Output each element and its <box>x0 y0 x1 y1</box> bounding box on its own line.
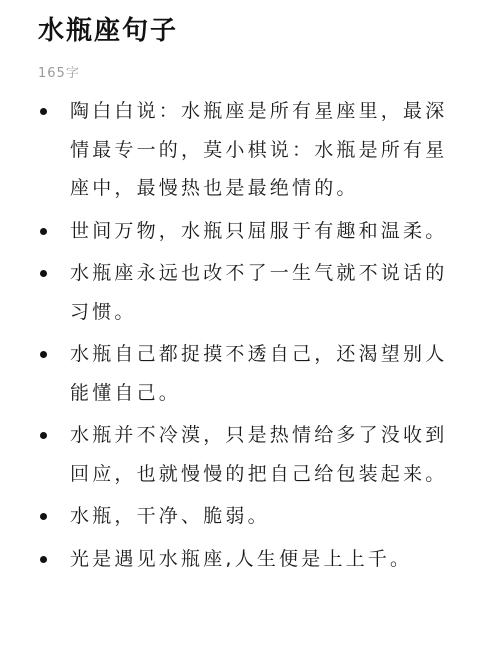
list-item-text: 陶白白说：水瓶座是所有星座里，最深情最专一的，莫小棋说：水瓶是所有星座中，最慢热也是最绝情的。 <box>70 100 448 199</box>
quote-list <box>0 92 500 582</box>
bullet-icon <box>40 351 47 358</box>
list-item-text: 世间万物，水瓶只屈服于有趣和温柔。 <box>70 219 448 242</box>
bullet-icon <box>40 513 47 520</box>
bullet-icon <box>40 108 47 115</box>
list-item <box>0 335 500 412</box>
list-item <box>0 254 500 331</box>
bullet-icon <box>40 432 47 439</box>
list-item <box>0 540 500 579</box>
word-count: 165字 <box>38 66 80 81</box>
list-item <box>0 212 500 251</box>
list-item <box>0 92 500 208</box>
list-item <box>0 497 500 536</box>
list-item-text: 光是遇见水瓶座,人生便是上上千。 <box>70 547 413 570</box>
list-item-text: 水瓶并不冷漠，只是热情给多了没收到回应，也就慢慢的把自己给包装起来。 <box>70 424 448 485</box>
bullet-icon <box>40 556 47 563</box>
bullet-icon <box>40 270 47 277</box>
list-item <box>0 416 500 493</box>
bullet-icon <box>40 228 47 235</box>
page-title: 水瓶座句子 <box>38 16 179 46</box>
list-item-text: 水瓶座永远也改不了一生气就不说话的习惯。 <box>70 262 448 323</box>
list-item-text: 水瓶自己都捉摸不透自己，还渴望别人能懂自己。 <box>70 343 448 404</box>
list-item-text: 水瓶，干净、脆弱。 <box>70 505 270 527</box>
